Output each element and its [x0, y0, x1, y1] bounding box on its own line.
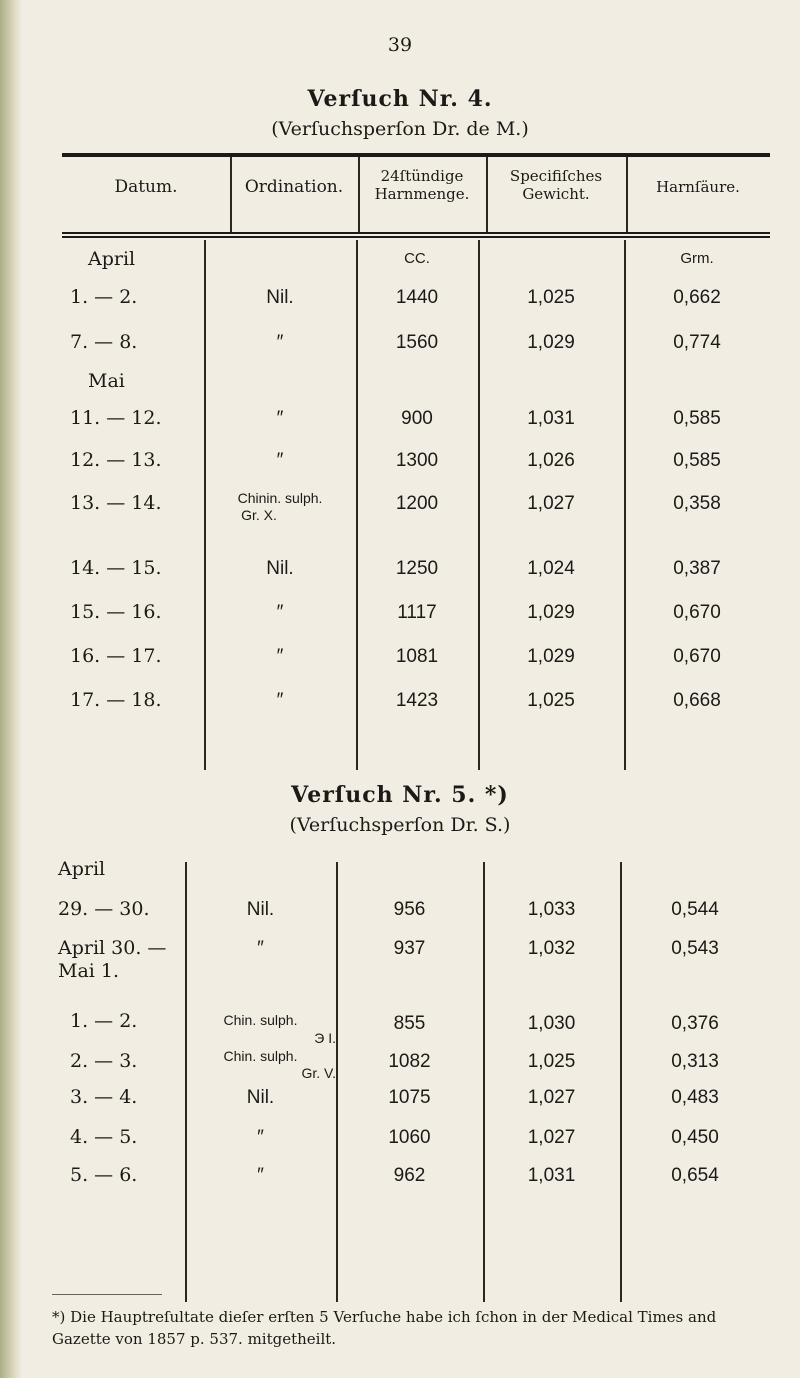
footnote-rule — [52, 1294, 162, 1295]
row-ordination: Chinin. sulph. — [237, 490, 323, 506]
row-ordination: Nil. — [246, 1087, 275, 1108]
month-label: April — [58, 858, 106, 880]
row-date: 15. — 16. — [70, 601, 162, 623]
row-date: 4. — 5. — [70, 1126, 138, 1148]
row-date: 14. — 15. — [70, 557, 162, 579]
page-number: 39 — [387, 34, 413, 56]
row-volume: 855 — [393, 1013, 426, 1034]
row-ordination: ″ — [276, 690, 284, 711]
row-date: 13. — 14. — [70, 492, 162, 514]
footnote: *) Die Hauptreſultate dieſer erſten 5 Verſuche habe ich ſchon in der Medical Times and Gazette von 1857 p. 537. mitgetheilt. — [52, 1308, 717, 1348]
row-specific-gravity: 1,025 — [527, 690, 575, 711]
row-uric-acid: 0,774 — [673, 332, 721, 353]
header-specific-gravity: Specifiſches Gewicht. — [509, 167, 603, 203]
experiment-5-title: Verſuch Nr. 5. *) — [291, 782, 509, 808]
row-volume: 1440 — [395, 287, 439, 308]
column-divider — [483, 862, 485, 1302]
header-urine-volume: 24ſtündige Harnmenge. — [374, 167, 470, 203]
row-uric-acid: 0,313 — [671, 1051, 719, 1072]
page-edge-stain — [0, 0, 22, 1378]
row-specific-gravity: 1,032 — [527, 938, 576, 959]
row-uric-acid: 0,544 — [671, 899, 719, 920]
row-volume: 956 — [393, 899, 426, 920]
unit-acid: Grm. — [680, 250, 714, 267]
experiment-5-subtitle: (Verſuchsperſon Dr. S.) — [289, 814, 511, 836]
month-label: Mai — [88, 370, 125, 392]
row-volume: 1075 — [388, 1087, 431, 1108]
column-divider — [185, 862, 187, 1302]
column-divider — [336, 862, 338, 1302]
table-header-rule — [62, 232, 770, 234]
row-uric-acid: 0,376 — [671, 1013, 719, 1034]
row-ordination: ″ — [276, 408, 284, 429]
row-specific-gravity: 1,029 — [527, 332, 575, 353]
row-ordination: ″ — [276, 646, 284, 667]
row-ordination: Nil. — [246, 899, 275, 920]
row-volume: 1081 — [395, 646, 439, 667]
row-date: 7. — 8. — [70, 331, 138, 353]
row-specific-gravity: 1,025 — [527, 287, 575, 308]
header-date: Datum. — [114, 177, 178, 197]
row-uric-acid: 0,654 — [671, 1165, 719, 1186]
unit-volume: CC. — [404, 250, 430, 267]
row-uric-acid: 0,450 — [671, 1127, 719, 1148]
row-specific-gravity: 1,033 — [527, 899, 576, 920]
row-specific-gravity: 1,031 — [527, 1165, 576, 1186]
row-date: 1. — 2. — [70, 1010, 138, 1032]
row-volume: 1060 — [388, 1127, 431, 1148]
row-volume: 1082 — [388, 1051, 431, 1072]
row-volume: 937 — [393, 938, 426, 959]
row-date: 17. — 18. — [70, 689, 162, 711]
row-specific-gravity: 1,029 — [527, 602, 575, 623]
row-volume: 962 — [393, 1165, 426, 1186]
row-date: 11. — 12. — [70, 407, 162, 429]
row-uric-acid: 0,585 — [673, 408, 721, 429]
row-uric-acid: 0,662 — [673, 287, 721, 308]
row-date: 3. — 4. — [70, 1086, 138, 1108]
row-ordination: ″ — [257, 938, 264, 959]
row-ordination: Chin. sulph. — [223, 1012, 298, 1028]
row-specific-gravity: 1,026 — [527, 450, 575, 471]
row-ordination-dose: Э I. — [314, 1030, 336, 1046]
row-uric-acid: 0,358 — [673, 493, 721, 514]
row-ordination: Chin. sulph. — [223, 1048, 298, 1064]
row-ordination: Nil. — [266, 287, 294, 308]
row-date: 2. — 3. — [70, 1050, 138, 1072]
row-specific-gravity: 1,024 — [527, 558, 575, 579]
row-volume: 1300 — [395, 450, 439, 471]
header-uric-acid: Harnſäure. — [656, 178, 740, 196]
row-specific-gravity: 1,030 — [527, 1013, 576, 1034]
row-volume: 900 — [401, 408, 433, 429]
row-specific-gravity: 1,031 — [527, 408, 575, 429]
column-divider — [358, 157, 360, 232]
row-specific-gravity: 1,027 — [527, 493, 575, 514]
row-date: April 30. — — [58, 937, 167, 959]
row-ordination: ″ — [257, 1127, 264, 1148]
column-divider — [486, 157, 488, 232]
row-date: 1. — 2. — [70, 286, 138, 308]
row-uric-acid: 0,543 — [671, 938, 719, 959]
row-uric-acid: 0,387 — [673, 558, 721, 579]
row-date: 12. — 13. — [70, 449, 162, 471]
row-volume: 1200 — [395, 493, 439, 514]
header-ordination: Ordination. — [244, 177, 344, 197]
row-uric-acid: 0,670 — [673, 646, 721, 667]
row-ordination: ″ — [257, 1165, 264, 1186]
row-ordination: ″ — [276, 602, 284, 623]
row-specific-gravity: 1,025 — [527, 1051, 576, 1072]
row-volume: 1423 — [395, 690, 439, 711]
row-date: 29. — 30. — [58, 898, 150, 920]
row-ordination: ″ — [276, 450, 284, 471]
row-uric-acid: 0,670 — [673, 602, 721, 623]
column-divider — [620, 862, 622, 1302]
row-ordination-dose: Gr. X. — [241, 507, 277, 523]
table-top-rule — [62, 153, 770, 157]
row-uric-acid: 0,585 — [673, 450, 721, 471]
row-uric-acid: 0,668 — [673, 690, 721, 711]
row-date: 5. — 6. — [70, 1164, 138, 1186]
row-specific-gravity: 1,027 — [527, 1087, 576, 1108]
row-volume: 1250 — [395, 558, 439, 579]
experiment-4-subtitle: (Verſuchsperſon Dr. de M.) — [271, 118, 529, 140]
row-specific-gravity: 1,029 — [527, 646, 575, 667]
table-header-rule-double — [62, 236, 770, 238]
row-date-continued: Mai 1. — [58, 960, 120, 982]
row-volume: 1117 — [397, 602, 437, 623]
row-ordination-dose: Gr. V. — [301, 1065, 336, 1081]
experiment-4-title: Verſuch Nr. 4. — [307, 86, 493, 112]
row-ordination: Nil. — [266, 558, 294, 579]
month-label: April — [88, 248, 136, 270]
row-date: 16. — 17. — [70, 645, 162, 667]
row-volume: 1560 — [395, 332, 439, 353]
row-specific-gravity: 1,027 — [527, 1127, 576, 1148]
row-uric-acid: 0,483 — [671, 1087, 719, 1108]
row-ordination: ″ — [276, 332, 284, 353]
